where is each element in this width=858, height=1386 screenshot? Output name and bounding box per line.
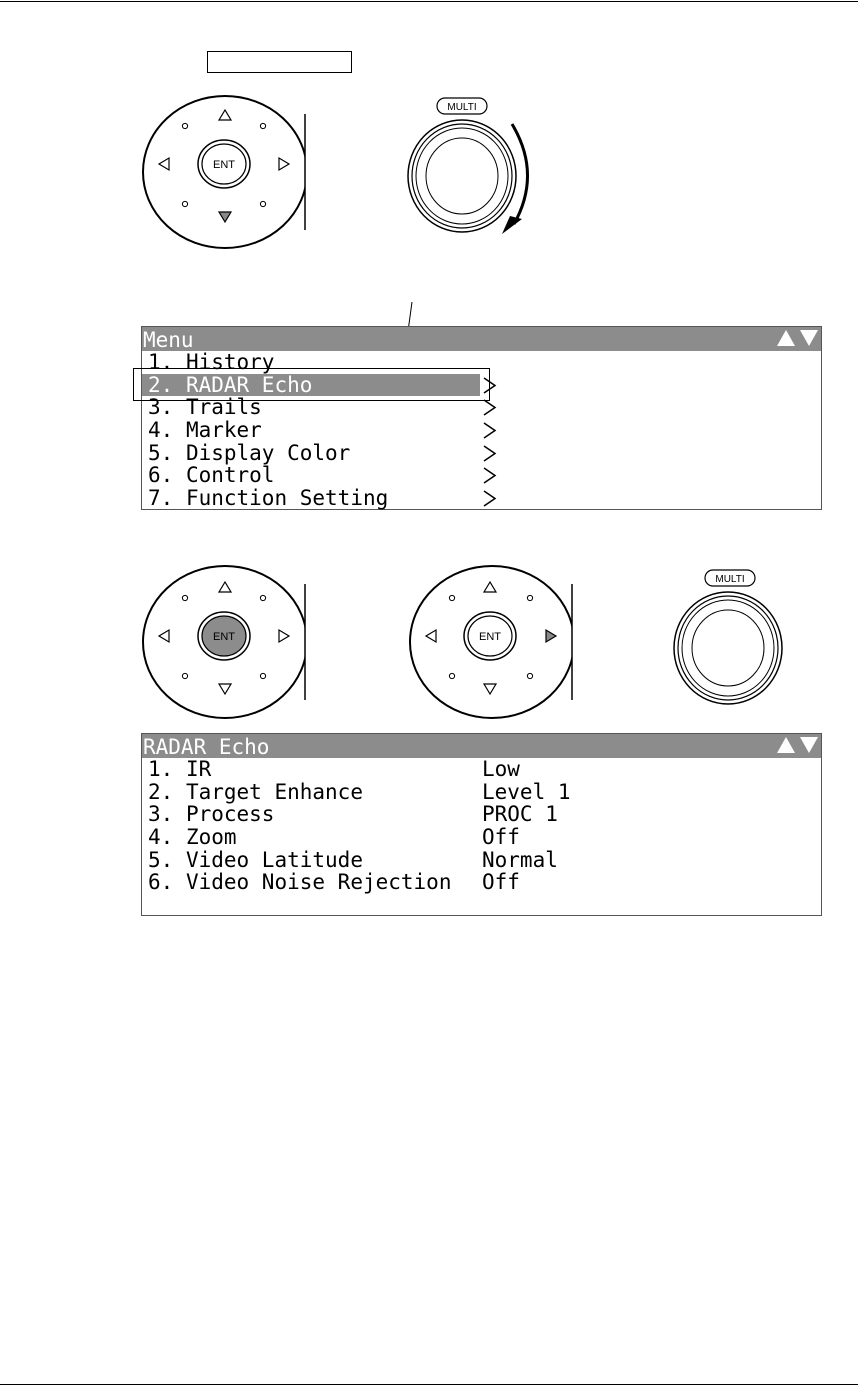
left-arrow-icon[interactable] — [159, 158, 169, 170]
setting-row-video-latitude[interactable]: 5. Video Latitude Normal — [148, 847, 558, 872]
selection-frame — [133, 368, 490, 401]
menu-item-trails[interactable]: 3. Trails — [142, 396, 821, 419]
cursor-pad-top[interactable] — [141, 92, 309, 252]
setting-row-process[interactable]: 3. Process PROC 1 — [148, 802, 558, 827]
clockwise-arrow-icon — [502, 124, 528, 234]
left-arrow-icon[interactable] — [159, 630, 169, 642]
bottom-rule — [0, 1384, 858, 1385]
down-arrow-icon[interactable] — [219, 684, 231, 694]
chevron-right-icon — [482, 467, 498, 484]
ent-button[interactable] — [464, 612, 516, 660]
chevron-right-icon — [482, 422, 498, 439]
setting-value: Normal — [482, 847, 558, 872]
setting-row-ir[interactable]: 1. IR Low — [148, 757, 520, 781]
multi-label: MULTI — [715, 574, 745, 585]
cursor-pad-right-pressed[interactable] — [408, 564, 576, 724]
right-arrow-icon[interactable] — [279, 630, 289, 642]
up-arrow-icon[interactable] — [219, 110, 231, 120]
menu-item-radar-echo[interactable]: 2. RADAR Echo — [142, 374, 480, 397]
menu-item-history[interactable]: 1. History — [148, 350, 275, 374]
up-arrow-icon[interactable] — [484, 582, 496, 592]
down-arrow-icon[interactable] — [484, 684, 496, 694]
right-arrow-icon[interactable] — [546, 630, 556, 642]
setting-value: Off — [482, 825, 520, 850]
ent-button[interactable] — [198, 140, 250, 188]
right-arrow-icon[interactable] — [279, 158, 289, 170]
chevron-right-icon — [482, 490, 498, 507]
setting-value: Level 1 — [482, 779, 571, 804]
radar-echo-title-bar — [142, 734, 821, 758]
menu-panel — [141, 326, 822, 510]
ent-label: ENT — [213, 631, 235, 643]
radar-echo-panel — [141, 733, 822, 916]
scroll-up-icon[interactable] — [776, 736, 796, 754]
menu-item-marker[interactable]: 4. Marker — [142, 419, 821, 442]
multi-knob-bottom[interactable] — [660, 566, 790, 716]
radar-echo-title: RADAR Echo — [143, 735, 270, 759]
chevron-right-icon — [482, 399, 498, 416]
blank-label-box — [207, 51, 352, 73]
multi-knob-top[interactable] — [400, 94, 540, 242]
menu-title: Menu — [143, 328, 194, 352]
menu-item-function-setting[interactable]: 7. Function Setting — [142, 487, 821, 510]
chevron-right-icon — [482, 445, 498, 462]
up-arrow-icon[interactable] — [219, 582, 231, 592]
scroll-down-icon[interactable] — [799, 329, 819, 347]
setting-row-zoom[interactable]: 4. Zoom Off — [148, 825, 520, 850]
menu-item-control[interactable]: 6. Control — [142, 464, 821, 487]
setting-value: Off — [482, 870, 520, 895]
left-arrow-icon[interactable] — [426, 630, 436, 642]
setting-row-target-enhance[interactable]: 2. Target Enhance Level 1 — [148, 779, 571, 804]
multi-label: MULTI — [447, 102, 477, 113]
ent-button[interactable] — [198, 612, 250, 660]
cursor-pad-ent-pressed[interactable] — [141, 564, 309, 724]
menu-item-display-color[interactable]: 5. Display Color — [142, 442, 821, 465]
menu-title-bar — [142, 327, 821, 351]
setting-value: PROC 1 — [482, 802, 558, 827]
setting-value: Low — [482, 757, 520, 781]
setting-row-video-noise-rejection[interactable]: 6. Video Noise Rejection Off — [148, 870, 520, 895]
top-rule — [0, 1, 858, 2]
ent-label: ENT — [213, 159, 235, 171]
scroll-up-icon[interactable] — [776, 329, 796, 347]
ent-label: ENT — [479, 631, 501, 643]
down-arrow-icon[interactable] — [219, 212, 231, 222]
scroll-down-icon[interactable] — [799, 736, 819, 754]
